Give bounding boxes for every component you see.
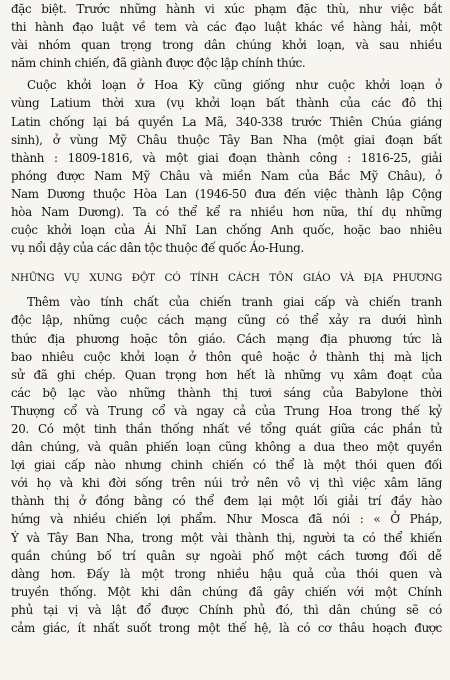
text-line: hứng và nhiều chiến lợi phẩm. Như Mosca đã nói : « Ở Pháp,: [11, 512, 442, 527]
text-line: thành : 1809-1816, và một giai đoạn thành công : 1816-25, giải: [11, 150, 442, 165]
text-line: vài nhóm quan trọng trong dân chúng khởi loạn, và sau nhiều: [11, 38, 442, 53]
text-line: sinh), ở vùng Mỹ Châu thuộc Tây Ban Nha (một giai đoạn bất: [11, 132, 442, 147]
text-line: đặc biệt. Trước những hành vi xúc phạm đặc thù, như việc bắt: [11, 2, 442, 16]
text-line: với họ và khi đời sống trên núi trở nên vô vị thì việc xâm lăng: [11, 476, 442, 491]
text-line: phủ tại vị và lật đổ được Chính phủ đó, thì dân chúng sẽ có: [11, 602, 442, 617]
text-line: dân chúng, và quân phiến loạn cũng không a dua theo một quyền: [11, 440, 442, 455]
text-line: truyền thống. Một khi dân chúng đã gây chiến với một Chính: [11, 584, 442, 599]
text-line: Cuộc khởi loạn ở Hoa Kỳ cũng giống như cuộc khởi loạn ở: [27, 78, 442, 93]
text-line: Thêm vào tính chất của chiến tranh giai cấp và chiến tranh: [27, 295, 442, 310]
text-line: thành thị ở đồng bằng có thể đem lại một lối giải trí đầy hào: [11, 494, 442, 509]
text-line: Ý và Tây Ban Nha, trong một vài thành thị, người ta có thể khiến: [11, 530, 442, 545]
text-line: sử đã ghi chép. Quan trọng hơn hết là những vụ xâm đoạt của: [11, 367, 442, 382]
section-heading: NHỮNG VỤ XUNG ĐỘT CÓ TÍNH CÁCH TÔN GIÁO VÀ ĐỊA PHƯƠNG: [11, 272, 442, 285]
text-line: cảm giác, ít nhất suốt trong một thế hệ, là có cơ thâu hoạch được: [11, 621, 442, 635]
text-line: quần chúng bố trí quân sự ngoài phố một cách tương đối dễ: [11, 548, 442, 563]
text-line: vụ nổi dậy của các dân tộc thuộc đế quốc Áo-Hung.: [11, 241, 304, 256]
text-line: phóng được Nam Mỹ Châu và miền Nam của Bắc Mỹ Châu), ở: [11, 168, 442, 183]
text-line: Thượng cổ và Trung cổ và ngay cả của Trung Hoa trong thế kỷ: [11, 403, 442, 418]
text-line: lợi giai cấp nào nhưng chinh chiến có thể là một thói quen đối: [11, 458, 442, 473]
text-line: bao nhiêu cuộc khởi loạn ở thôn quê hoặc ở thành thị mà lịch: [11, 349, 442, 364]
text-line: độc lập, những cuộc cách mạng cũng có thể xảy ra dưới hình: [11, 313, 442, 328]
paragraph-1: [11, 0, 442, 72]
text-line: thức địa phương hoặc tôn giáo. Cách mạng địa phương tức là: [11, 331, 442, 346]
text-line: cuộc khởi loạn của Ái Nhĩ Lan chống Anh quốc, hoặc bao nhiêu: [11, 223, 442, 238]
text-line: thi hành đạo luật về tem và các đạo luật khác về hàng hải, một: [11, 20, 442, 35]
text-line: các bộ lạc vào những thành thị tươi sáng của Babylone thời: [11, 385, 442, 400]
text-line: 20. Có một tinh thần thống nhất về tổng quát giữa các phần tử: [11, 421, 442, 436]
paragraph-2: [11, 76, 442, 257]
text-line: Nam Dương thuộc Hòa Lan (1946-50 đưa đến việc thành lập Cộng: [11, 186, 442, 201]
text-line: năm chinh chiến, đã giành được độc lập chính thức.: [11, 56, 306, 71]
text-line: dàng hơn. Đấy là một trong nhiều hậu quả của thói quen và: [11, 566, 442, 581]
text-line: vùng Latium thời xưa (vụ khởi loạn bất thành của các đô thị: [11, 96, 442, 111]
paragraph-3: [11, 293, 442, 637]
text-line: hòa Nam Dương). Ta có thể kể ra nhiều hơn nữa, thí dụ những: [11, 205, 442, 220]
text-line: Latin chống lại bá quyền La Mã, 340-338 trước Thiên Chúa giáng: [11, 114, 442, 129]
